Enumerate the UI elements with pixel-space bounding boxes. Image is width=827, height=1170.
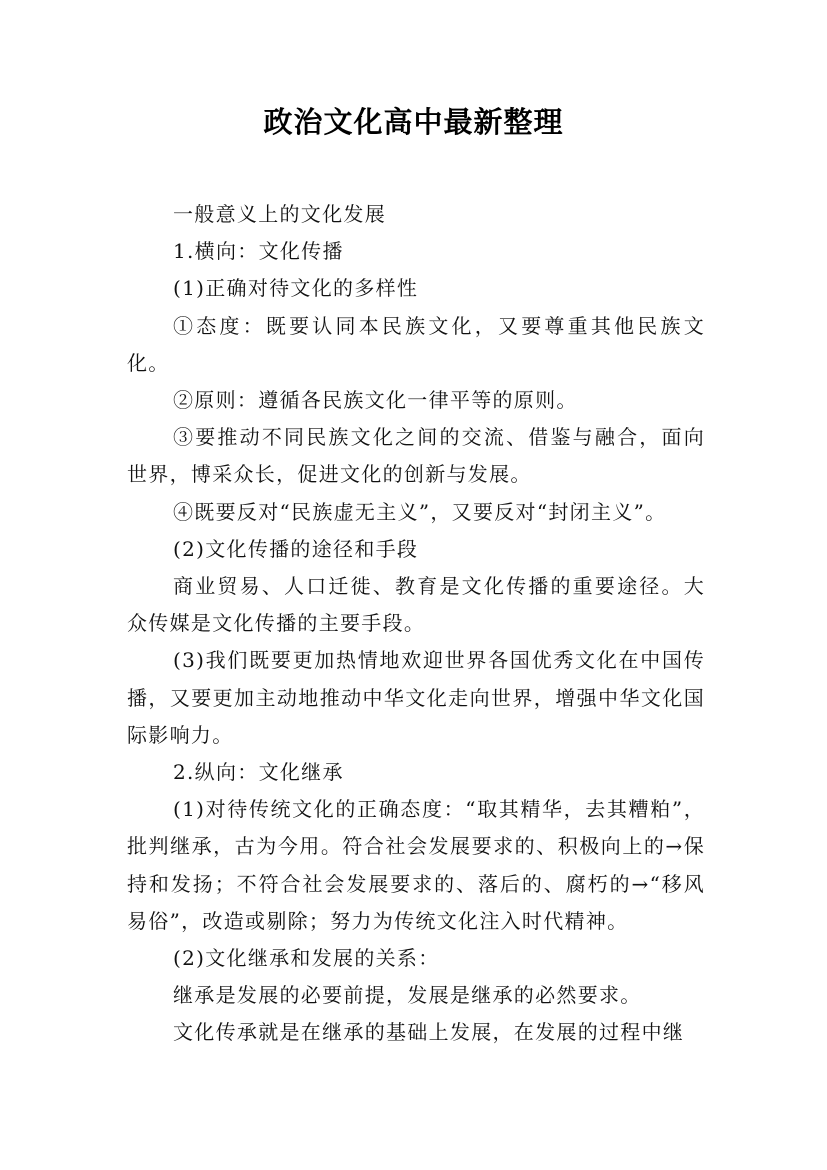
item-oppose: ④既要反对“民族虚无主义”，又要反对“封闭主义”。 <box>173 499 667 524</box>
point-attitude-tradition: (1)对待传统文化的正确态度：“取其精华，去其糟粕”，批判继承，古为今用。符合社会发展要求的、积极向上的→保持和发扬；不符合社会发展要求的、落后的、腐朽的→“移风易俗”，改造或剔除；努力为传统文化注入时代精神。 <box>127 797 705 933</box>
paragraph-channels: 商业贸易、人口迁徙、教育是文化传播的重要途径。大众传媒是文化传播的主要手段。 <box>127 574 705 636</box>
document-title: 政治文化高中最新整理 <box>263 105 564 139</box>
section-heading: 一般意义上的文化发展 <box>173 202 386 226</box>
item-exchange: ③要推动不同民族文化之间的交流、借鉴与融合，面向世界，博采众长，促进文化的创新与发展。 <box>127 425 705 487</box>
item-attitude: ①态度：既要认同本民族文化，又要尊重其他民族文化。 <box>127 313 705 375</box>
paragraph-relationship: 继承是发展的必要前提，发展是继承的必然要求。 <box>173 983 642 1008</box>
subheading-horizontal: 1.横向：文化传播 <box>173 239 344 264</box>
point-diversity: (1)正确对待文化的多样性 <box>173 276 419 301</box>
point-welcome: (3)我们既要更加热情地欢迎世界各国优秀文化在中国传播，又要更加主动地推动中华文化走向世界，增强中华文化国际影响力。 <box>127 648 705 747</box>
item-principle: ②原则：遵循各民族文化一律平等的原则。 <box>173 388 578 413</box>
point-channels: (2)文化传播的途径和手段 <box>173 536 419 561</box>
point-relationship: (2)文化继承和发展的关系： <box>173 946 440 971</box>
paragraph-inheritance: 文化传承就是在继承的基础上发展，在发展的过程中继 <box>173 1020 685 1045</box>
subheading-vertical: 2.纵向：文化继承 <box>173 760 344 785</box>
document-body <box>127 196 705 1052</box>
